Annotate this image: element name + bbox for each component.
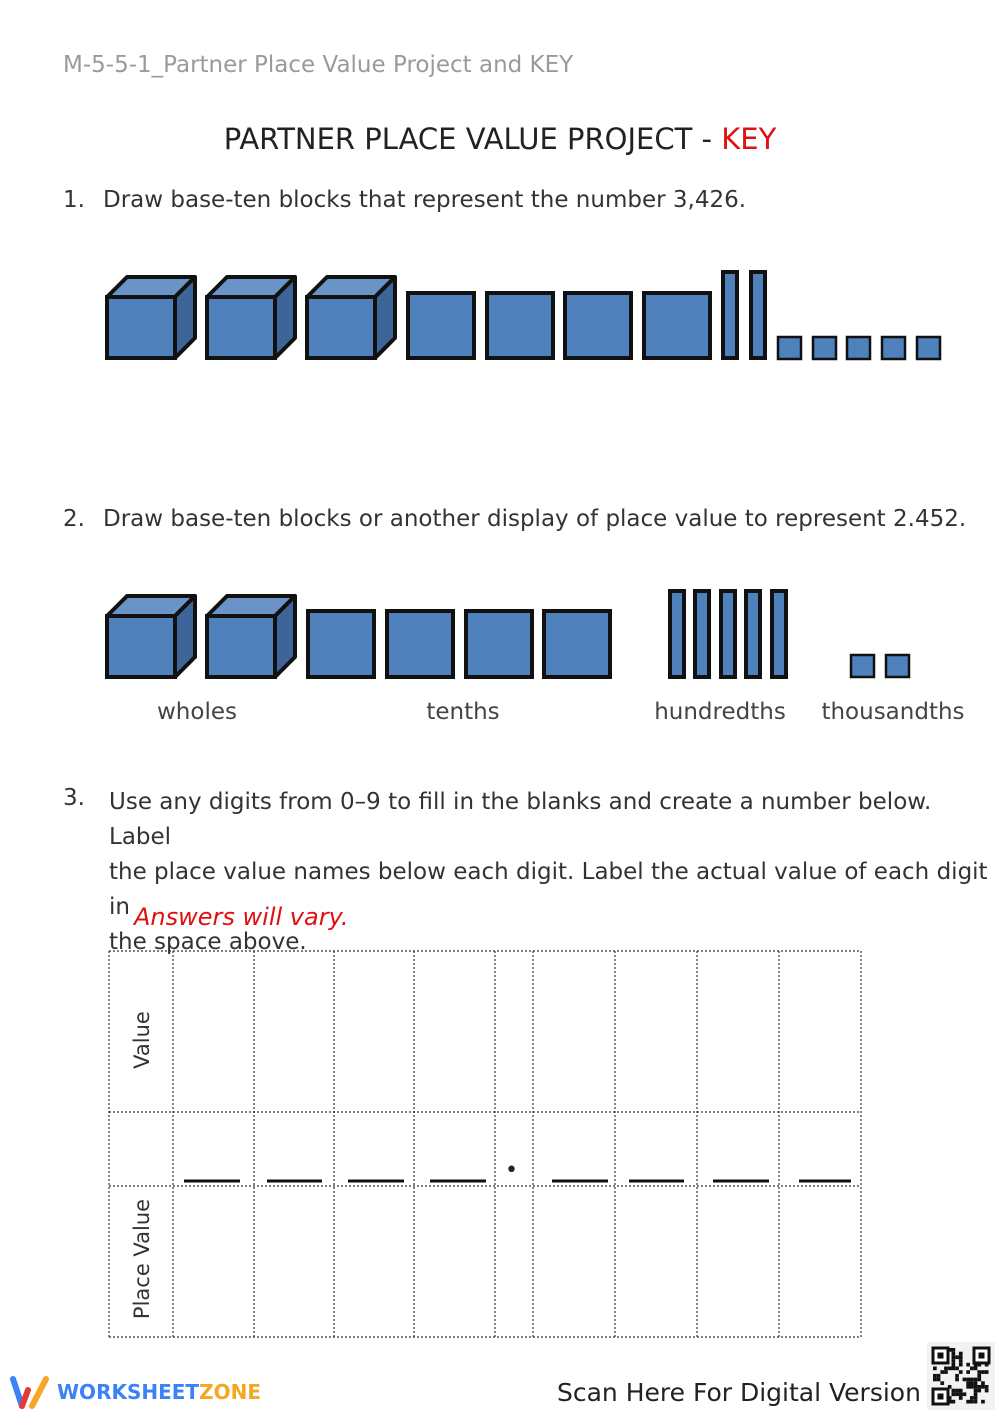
qr-module [955, 1378, 959, 1382]
cube-front [107, 616, 175, 677]
qr-module [974, 1378, 978, 1382]
qr-module [952, 1392, 956, 1396]
qr-module [985, 1385, 989, 1389]
thousand-cube [207, 596, 295, 677]
q3-line: the place value names below each digit. Label the actual value of each digit in [109, 859, 988, 920]
title-text: PARTNER PLACE VALUE PROJECT - [223, 122, 722, 156]
qr-module [974, 1389, 978, 1393]
qr-code-icon[interactable] [927, 1342, 995, 1410]
qr-module [974, 1392, 978, 1396]
tenth-flat [466, 611, 532, 677]
qr-module [970, 1378, 974, 1382]
tenth-flat [308, 611, 374, 677]
qr-module [970, 1381, 974, 1385]
qr-module [985, 1389, 989, 1393]
qr-module [952, 1389, 956, 1393]
thousand-cube [107, 596, 195, 677]
qr-module [977, 1374, 981, 1378]
qr-module [974, 1381, 978, 1385]
qr-module [940, 1381, 944, 1385]
qr-module [955, 1389, 959, 1393]
brand-zone: ZONE [199, 1380, 261, 1404]
qr-module [974, 1385, 978, 1389]
qr-module [944, 1370, 948, 1374]
qr-module [977, 1385, 981, 1389]
qr-module [944, 1367, 948, 1371]
qr-module [966, 1378, 970, 1382]
qr-finder-center [979, 1353, 985, 1359]
qr-module [959, 1396, 963, 1400]
cube-front [207, 616, 275, 677]
qr-module [963, 1392, 967, 1396]
qr-module [974, 1400, 978, 1404]
qr-module [937, 1378, 941, 1382]
hundredth-rod [695, 591, 709, 677]
qr-module [959, 1363, 963, 1367]
label-wholes: wholes [157, 699, 237, 725]
qr-module [955, 1374, 959, 1378]
qr-module [977, 1389, 981, 1393]
q3-text [109, 785, 999, 960]
q1-number: 1. [63, 187, 85, 213]
scan-text: Scan Here For Digital Version [557, 1378, 921, 1407]
qr-module [952, 1352, 956, 1356]
brand-worksheet: WORKSHEET [57, 1380, 200, 1404]
q2-base-ten-blocks [0, 0, 1000, 700]
qr-module [952, 1359, 956, 1363]
qr-module [955, 1392, 959, 1396]
qr-finder-center [938, 1394, 944, 1400]
qr-module [948, 1367, 952, 1371]
tenth-flat [544, 611, 610, 677]
q3-number: 3. [63, 785, 85, 811]
qr-module [952, 1355, 956, 1359]
qr-module [933, 1367, 937, 1371]
qr-module [966, 1363, 970, 1367]
qr-module [977, 1378, 981, 1382]
qr-module [959, 1352, 963, 1356]
label-tenths: tenths [426, 699, 500, 725]
q3-line: Use any digits from 0–9 to fill in the blanks and create a number below. Label [109, 789, 932, 850]
qr-module [974, 1396, 978, 1400]
qr-module [966, 1370, 970, 1374]
thousandth-cube [851, 655, 874, 677]
hundredth-rod [772, 591, 786, 677]
qr-module [959, 1370, 963, 1374]
q1-text: Draw base-ten blocks that represent the number 3,426. [103, 187, 747, 213]
row-label-place-value: Place Value [130, 1198, 154, 1320]
hundredth-rod [670, 591, 684, 677]
qr-module [952, 1367, 956, 1371]
key-label: KEY [721, 122, 777, 156]
hundredth-rod [746, 591, 760, 677]
worksheet-zone-logo-icon [10, 1376, 52, 1410]
answers-will-vary: Answers will vary. [134, 903, 349, 931]
qr-module [933, 1374, 937, 1378]
qr-finder-center [938, 1353, 944, 1359]
decimal-point: • [505, 1158, 518, 1183]
qr-module [952, 1400, 956, 1404]
qr-module [981, 1385, 985, 1389]
row-label-value: Value [130, 1011, 154, 1069]
q3-line: the space above. [109, 929, 307, 955]
label-thousandths: thousandths [821, 699, 965, 725]
qr-module [952, 1363, 956, 1367]
qr-module [966, 1400, 970, 1404]
qr-module [959, 1359, 963, 1363]
qr-module [963, 1378, 967, 1382]
qr-module [977, 1370, 981, 1374]
qr-module [981, 1370, 985, 1374]
document-header: M-5-5-1_Partner Place Value Project and KEY [63, 52, 574, 78]
qr-module [970, 1385, 974, 1389]
qr-module [981, 1381, 985, 1385]
qr-module [937, 1374, 941, 1378]
qr-module [966, 1381, 970, 1385]
qr-module [959, 1355, 963, 1359]
qr-module [952, 1348, 956, 1352]
q2-number: 2. [63, 506, 85, 532]
qr-module [959, 1392, 963, 1396]
qr-module [966, 1385, 970, 1389]
qr-module [970, 1400, 974, 1404]
tenth-flat [387, 611, 453, 677]
qr-module [955, 1355, 959, 1359]
hundredth-rod [721, 591, 735, 677]
qr-module [970, 1396, 974, 1400]
q2-text: Draw base-ten blocks or another display of place value to represent 2.452. [103, 506, 967, 532]
qr-module [940, 1370, 944, 1374]
qr-module [970, 1367, 974, 1371]
qr-module [959, 1389, 963, 1393]
thousandth-cube [886, 655, 909, 677]
qr-module [985, 1370, 989, 1374]
qr-module [974, 1367, 978, 1371]
qr-module [981, 1400, 985, 1404]
qr-module [933, 1378, 937, 1382]
qr-module [955, 1367, 959, 1371]
brand-name [57, 1380, 261, 1404]
label-hundredths: hundredths [654, 699, 786, 725]
